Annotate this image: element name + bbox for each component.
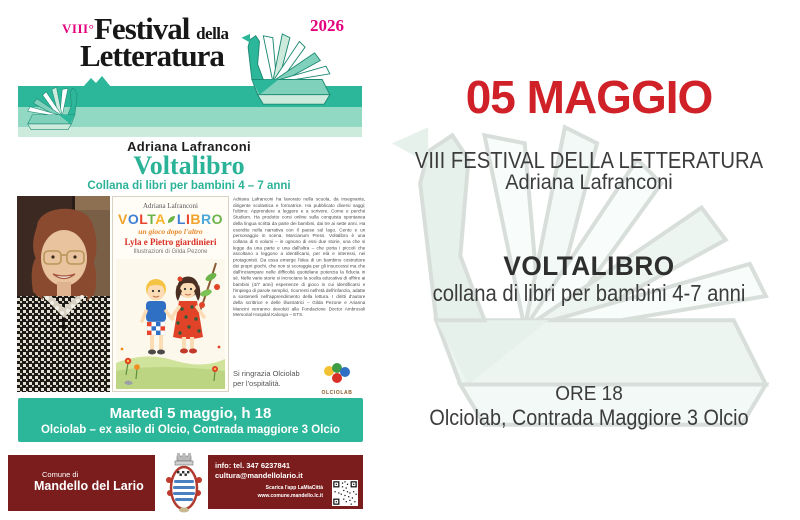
book-cover-title [113,211,228,227]
origami-swan-small-icon [24,86,82,132]
comune-crest-icon [164,450,204,516]
festival-logo-line2: Letteratura [80,38,224,73]
app-label: Scarica l'app LaMiaCittà [265,485,323,491]
poster-author: Adriana Lafranconi [127,139,251,154]
book-cover-tagline: un gioco dopo l'altro [138,227,203,236]
comune-name: Mandello del Lario [34,479,144,493]
poster-title: Voltalibro [133,151,245,180]
poster [0,0,378,520]
festival-edition: VIII° [62,21,95,36]
author-bio: Adriana Lafranconi ha lavorato nella scuola, da insegnante, dirigente scolastica e formatrice. Ha pubblicato diversi saggi; l'ultimo: Apprendere a leggere e a scrivere. Come e perché Studium. Ha prodotto corsi online sulla conquista spontanea della lingua scritta da parte dei bambini, dai tre ai sette anni. Ha esordito nella narrativa con Il paese sul lago. Cento e un personaggio in scena, Marcianum Press. Voltalibro è una collana di 6 volumi – in ognuno di essi due storie, una che si legge da una parte e una dall'altra – che porta i piccoli che ascoltano o leggono a identificarsi, per età e interessi, nei protagonisti. Da essa emerge l'idea di un bambino costruttore dei propri giochi, che non si scoraggia per gli insuccessi ma che dall'inciampare nelle difficoltà quotidiane potenzia la fiducia in sé. Nelle varie storie si incrociano la scelta educativa di offrire ai bambini (4/7 anni) esperienze di gioco in cui identificarsi e l'impiego di parole semplici, ricorrenti nell'età dell'infanzia, adatte a sostenerli nell'apprendimento della lettura. I diritti d'autore della scrittrice e delle illustratrici – Gilda Pezone e Arianna Mancini verranno devoluti alla Fondazione Doctor Ambrosoli Memorial Hospital Kalongo – ETS. [233,197,366,318]
book-cover-author: Adriana Lafranconi [143,202,198,210]
announce-location: Olciolab, Contrada Maggiore 3 Olcio [429,405,749,430]
author-photo [17,196,110,392]
olciolab-logo [311,363,363,400]
poster-subtitle: Collana di libri per bambini 4 – 7 anni [87,180,291,192]
announce-festival: VIII FESTIVAL DELLA LETTERATURA [414,147,764,173]
event-location: Olciolab – ex asilo di Olcio, Contrada maggiore 3 Olcio [40,423,341,436]
festival-logo-della: della [196,24,229,43]
comune-di-label: Comune di [42,470,79,479]
olciolab-label: OLCIOLAB [321,390,353,396]
announce-time: ORE 18 [555,383,623,405]
info-email: cultura@mandellolario.it [215,471,303,480]
event-banner [18,398,363,442]
announcement-panel [378,0,800,520]
origami-swan-large-icon [240,32,336,108]
book-cover-illustration [116,259,225,389]
qr-code [332,480,358,506]
festival-logo-word: Festival [94,11,190,46]
announce-title: VOLTALIBRO [503,251,675,281]
announce-author: Adriana Lafranconi [505,171,673,194]
info-phone: info: tel. 347 6237841 [215,461,291,470]
event-date: Martedì 5 maggio, h 18 [109,404,272,422]
book-title-word2: LIBRO [176,211,223,227]
book-title-word1: VOLTA [118,211,166,227]
footer-info-box [208,455,363,509]
website-label: www.comune.mandello.lc.it [257,493,323,499]
olciolab-blobs-icon [321,363,353,385]
footer-comune-box [8,455,155,511]
book-cover-illustrator: Illustrazioni di Gilda Pezone [133,249,208,255]
announce-subtitle: collana di libri per bambini 4-7 anni [432,280,746,306]
announce-date: 05 MAGGIO [465,71,713,123]
book-cover-series-title: Lyla e Pietro giardinieri [124,237,217,247]
thanks-note: Si ringrazia Olciolab per l'ospitalità. [233,369,300,388]
book-cover [112,196,229,392]
mountain-zigzag [83,76,123,87]
leaf-icon [167,215,176,224]
festival-year: 2026 [310,16,344,35]
